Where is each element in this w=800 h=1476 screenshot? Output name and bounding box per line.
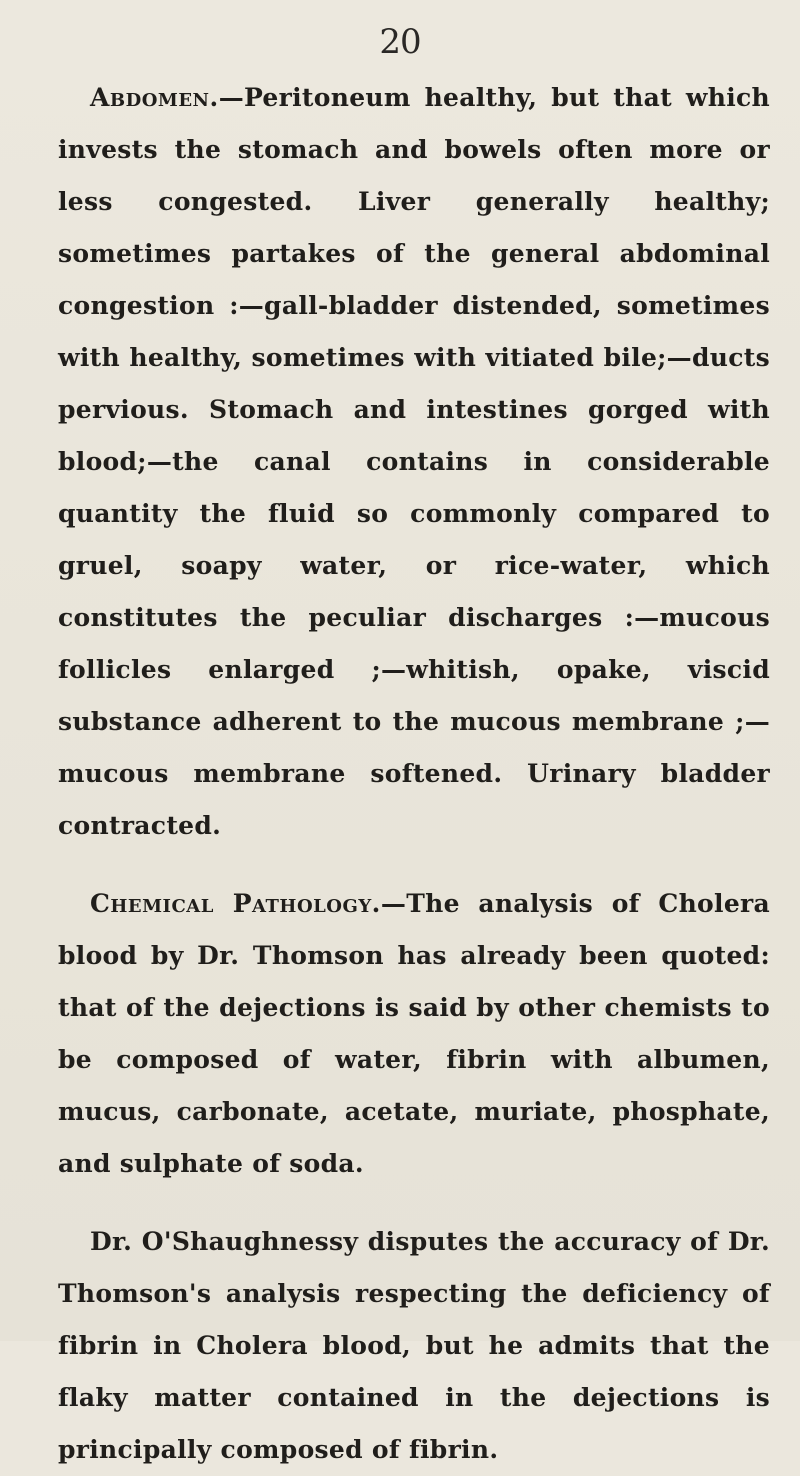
paragraph-oshaughnessy-text: Dr. O'Shaughnessy disputes the accuracy of Dr. Thomson's analysis respecting the deficiency of fibrin in Cholera blood, but he admits that the flaky matter contained in the dejections is principally composed of fibrin. [58,1227,770,1464]
paragraph-abdomen-text: —Peritoneum healthy, but that which invests the stomach and bowels often more or less congested. Liver generally healthy; sometimes partakes of the general abdominal congestion :—gall-bladder distended, sometimes with healthy, sometimes with vitiated bile;—ducts pervious. Stomach and intestines gorged with blood;—the canal contains in considerable quantity the fluid so commonly compared to gruel, soapy water, or rice-water, which constitutes the peculiar discharges :—mucous follicles enlarged ;—whitish, opake, viscid substance adherent to the mucous membrane ;—mucous membrane softened. Urinary bladder contracted. [58,83,770,840]
paragraph-chemical-pathology [58,878,770,1190]
section-heading-abdomen: Abdomen. [90,83,219,112]
paragraph-chemical-pathology-text: —The analysis of Cholera blood by Dr. Thomson has already been quoted: that of the dejections is said by other chemists to be composed of water, fibrin with albumen, mucus, carbonate, acetate, muriate, phosphate, and sulphate of soda. [58,889,770,1178]
paragraph-abdomen [58,72,770,852]
section-heading-chemical-pathology: Chemical Pathology. [90,889,381,918]
page-number: 20 [379,22,421,62]
paragraph-oshaughnessy [58,1216,770,1476]
page-body [58,72,770,1476]
